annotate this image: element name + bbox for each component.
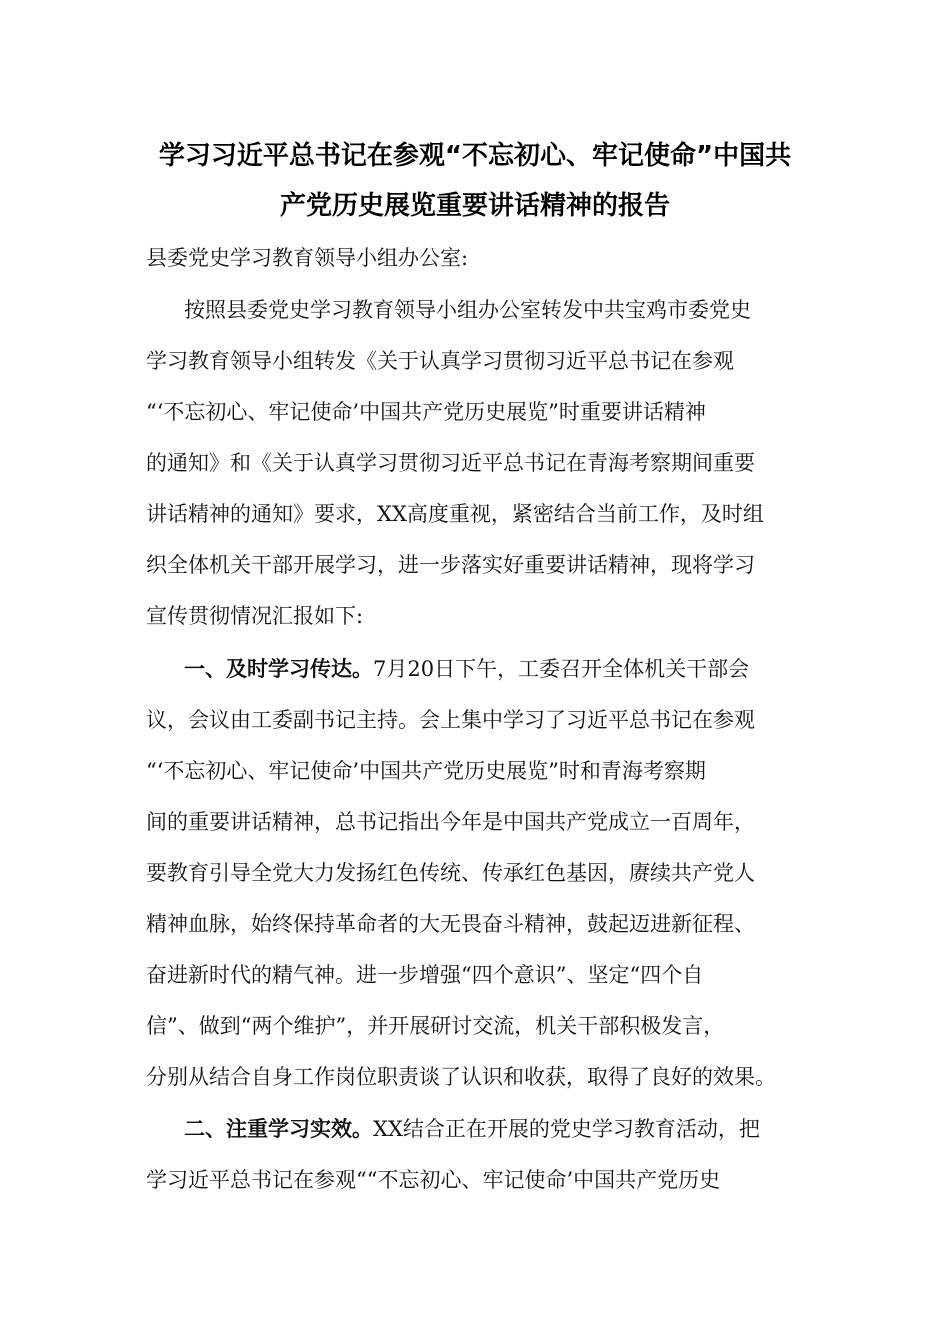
section-1-line: 要教育引导全党大力发扬红色传统、传承红色基因，赓续共产党人 xyxy=(146,861,755,885)
intro-line: 按照县委党史学习教育领导小组办公室转发中共宝鸡市委党史 xyxy=(184,298,751,322)
section-2-heading: 二、注重学习实效。 xyxy=(184,1117,373,1141)
section-1-first-line-text: 7月20日下午，工委召开全体机关干部会 xyxy=(373,657,750,681)
section-1-heading: 一、及时学习传达。 xyxy=(184,657,373,681)
section-1-line: 信”、做到“两个维护”，并开展研讨交流，机关干部积极发言， xyxy=(146,1014,725,1038)
intro-line: 学习教育领导小组转发《关于认真学习贯彻习近平总书记在参观 xyxy=(146,349,734,373)
section-1-line: 议，会议由工委副书记主持。会上集中学习了习近平总书记在参观 xyxy=(146,708,755,732)
intro-line: 织全体机关干部开展学习，进一步落实好重要讲话精神，现将学习 xyxy=(146,553,755,577)
document-title-line-2: 产党历史展览重要讲话精神的报告 xyxy=(279,191,670,221)
intro-line: 讲话精神的通知》要求，XX高度重视，紧密结合当前工作，及时组 xyxy=(146,502,764,526)
intro-line: “‘不忘初心、牢记使命’中国共产党历史展览”时重要讲话精神 xyxy=(146,400,706,424)
section-1-first-line xyxy=(184,654,749,684)
section-1-line: 奋进新时代的精气神。进一步增强“四个意识”、坚定“四个自 xyxy=(146,963,704,987)
addressee: 县委党史学习教育领导小组办公室: xyxy=(146,246,469,270)
section-1-line: 精神血脉，始终保持革命者的大无畏奋斗精神，鼓起迈进新征程、 xyxy=(146,912,755,936)
intro-line: 宣传贯彻情况汇报如下: xyxy=(146,604,364,628)
section-2-line: 学习近平总书记在参观““不忘初心、牢记使命’中国共产党历史 xyxy=(146,1168,721,1192)
section-2-first-line xyxy=(184,1114,760,1144)
section-1-line: 分别从结合自身工作岗位职责谈了认识和收获，取得了良好的效果。 xyxy=(146,1065,776,1089)
intro-line: 的通知》和《关于认真学习贯彻习近平总书记在青海考察期间重要 xyxy=(146,451,755,475)
section-1-line: 间的重要讲话精神，总书记指出今年是中国共产党成立一百周年， xyxy=(146,810,755,834)
section-1-line: “‘不忘初心、牢记使命’中国共产党历史展览”时和青海考察期 xyxy=(146,759,706,783)
section-2-first-line-text: XX结合正在开展的党史学习教育活动，把 xyxy=(373,1117,760,1141)
document-title-line-1: 学习习近平总书记在参观“不忘初心、牢记使命”中国共 xyxy=(158,141,792,171)
